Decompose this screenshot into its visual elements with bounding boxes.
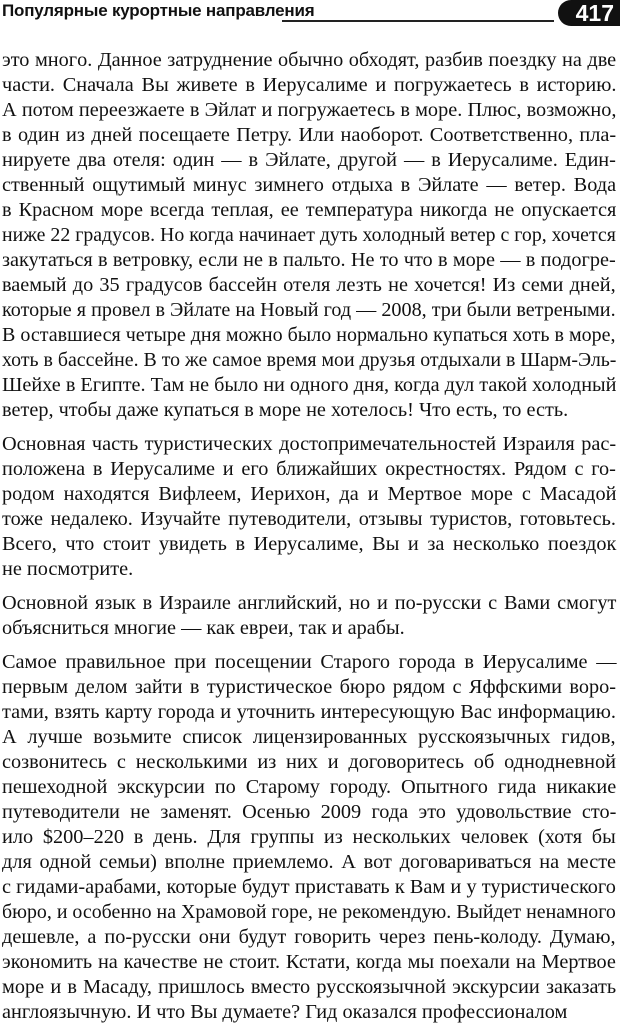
- paragraph-gap: [2, 582, 622, 591]
- text-line: положена в Иерусалиме и его ближайших окрестностях. Рядом с го-: [2, 458, 616, 480]
- text-line: экономить на качестве не стоит. Кстати, когда мы поехали на Мертвое: [2, 951, 616, 973]
- text-line: которые я провел в Эйлате на Новый год — 2008, три были ветреными.: [2, 299, 616, 321]
- text-line: нируете два отеля: один — в Эйлате, другой — в Иерусалиме. Един-: [2, 149, 616, 171]
- text-line: родом находятся Вифлеем, Иерихон, да и Мертвое море с Масадой: [2, 483, 617, 505]
- text-line: А потом переезжаете в Эйлат и погружаетесь в море. Плюс, возможно,: [2, 99, 617, 121]
- page-number: 417: [558, 0, 620, 26]
- text-line: Основной язык в Израиле английский, но и по-русски с Вами смогут: [2, 592, 617, 614]
- header-rule: [282, 20, 554, 22]
- text-line: Самое правильное при посещении Старого города в Иерусалиме —: [2, 651, 617, 673]
- text-line: первым делом зайти в туристическое бюро рядом с Яффскими воро-: [2, 676, 617, 698]
- paragraph-gap: [2, 641, 622, 650]
- running-header: [0, 0, 620, 30]
- paragraph-gap: [2, 423, 622, 432]
- text-line: В оставшиеся четыре дня можно было нормально купаться хоть в море,: [2, 324, 616, 346]
- text-line: хоть в бассейне. В то же самое время мои друзья отдыхали в Шарм-Эль-: [2, 349, 617, 371]
- text-line: тоже недалеко. Изучайте путеводители, отзывы туристов, готовьтесь.: [2, 508, 616, 530]
- text-line: с гидами-арабами, которые будут приставать к Вам и у туристического: [2, 876, 616, 898]
- text-line: ственный ощутимый минус зимнего отдыха в Эйлате — ветер. Вода: [2, 174, 617, 196]
- paragraph: [2, 650, 622, 1025]
- text-line: для одной семьи) вполне приемлемо. А вот договариваться на месте: [2, 851, 617, 873]
- text-line: море и в Масаду, пришлось вместо русскоязычной экскурсии заказать: [2, 976, 617, 998]
- text-line: тами, взять карту города и уточнить интересующую Вас информацию.: [2, 701, 616, 723]
- text-line: не посмотрите.: [2, 558, 134, 580]
- text-line: бюро, и особенно на Храмовой горе, не рекомендую. Выйдет ненамного: [2, 901, 616, 923]
- text-line: А лучше возьмите список лицензированных русскоязычных гидов,: [2, 726, 616, 748]
- text-line: путеводители не заменят. Осенью 2009 года это удовольствие сто-: [2, 801, 617, 823]
- text-line: созвонитесь с несколькими из них и договоритесь об однодневной: [2, 751, 616, 773]
- body-text: [2, 48, 622, 1025]
- text-line: части. Сначала Вы живете в Иерусалиме и погружаетесь в историю.: [2, 74, 617, 96]
- paragraph: [2, 591, 622, 641]
- running-title: Популярные курортные направления: [2, 1, 315, 20]
- text-line: Основная часть туристических достопримечательностей Израиля рас-: [2, 433, 617, 455]
- text-line: англоязычную. И что Вы думаете? Гид оказался профессионалом: [2, 1001, 568, 1023]
- paragraph: [2, 48, 622, 423]
- text-line: закутаться в ветровку, если не в пальто. Не то что в море — в подогре-: [2, 249, 616, 271]
- text-line: в один из дней посещаете Петру. Или наоборот. Соответственно, пла-: [2, 124, 617, 146]
- text-line: пешеходной экскурсии по Старому городу. Опытного гида никакие: [2, 776, 617, 798]
- text-line: Всего, что стоит увидеть в Иерусалиме, Вы и за несколько поездок: [2, 533, 617, 555]
- text-line: ветер, чтобы даже купаться в море не хотелось! Что есть, то есть.: [2, 399, 569, 421]
- text-line: объясниться многие — как евреи, так и арабы.: [2, 617, 405, 639]
- text-line: ваемый до 35 градусов бассейн отеля лезть не хочется! Из семи дней,: [2, 274, 616, 296]
- text-line: дешевле, а по-русски они будут говорить через пень-колоду. Думаю,: [2, 926, 616, 948]
- text-line: ило $200–220 в день. Для группы из нескольких человек (хотя бы: [2, 826, 616, 848]
- paragraph: [2, 432, 622, 582]
- text-line: в Красном море всегда теплая, ее температура никогда не опускается: [2, 199, 617, 221]
- text-line: ниже 22 градусов. Но когда начинает дуть холодный ветер с гор, хочется: [2, 224, 616, 246]
- text-line: Шейхе в Египте. Там не было ни одного дня, когда дул такой холодный: [2, 374, 617, 396]
- text-line: это многo. Данное затруднение обычно обходят, разбив поездку на две: [2, 49, 617, 71]
